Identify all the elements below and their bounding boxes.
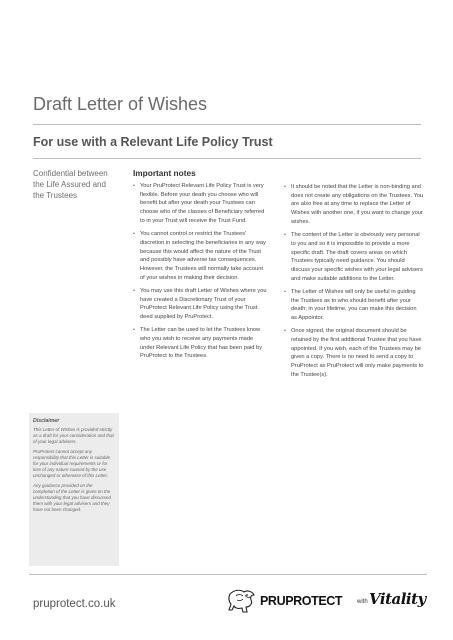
note-item: • You may use this draft Letter of Wishes where you have created a Discretionary Trust of your PruProtect Relevant Life Policy using the Trust deed supplied by PruProtect. xyxy=(133,287,269,322)
footer-divider xyxy=(29,574,427,575)
pruprotect-lion-logo-icon xyxy=(226,588,258,614)
disclaimer-heading: Disclaimer xyxy=(33,418,60,424)
note-item: • You cannot control or restrict the Trustees' discretion in selecting the beneficiaries in any way because this would affect the nature of the Trust and possibly have adverse tax consequences. However, the Trustees will normally take account of your wishes in making their decision. xyxy=(133,230,269,282)
note-item: • Your PruProtect Relevant Life Policy Trust is very flexible. Before your death you choose who will benefit but after your death your Trustees can choose who of the classes of Beneficiary referred to in your Trust will receive the Trust Fund. xyxy=(133,182,269,226)
notes-heading: Important notes xyxy=(133,168,196,178)
notes-column-2 xyxy=(284,183,424,384)
brand-with: with xyxy=(357,599,368,605)
title-divider xyxy=(33,124,421,125)
page-title: Draft Letter of Wishes xyxy=(33,94,208,114)
website-link[interactable]: pruprotect.co.uk xyxy=(33,598,116,610)
note-item: • The content of the Letter is obviously very personal to you and so it is impossible to provide a more specific draft. The draft covers areas on which Trustees typically need guidance. You should discuss your specific wishes with your legal advisers and make suitable additions to the Letter. xyxy=(284,231,424,283)
disclaimer-paragraph: PruProtect cannot accept any responsibility that this Letter is suitable for your individual requirements or for loss of any nature caused by the use unchanged or otherwise of this Letter. xyxy=(33,448,111,479)
disclaimer-box xyxy=(29,413,119,566)
note-item: • It should be noted that the Letter is non-binding and does not create any obligations on the Trustees. You are also free at any time to replace the Letter of Wishes with another one, if you want to change your wishes. xyxy=(284,183,424,227)
subtitle-divider xyxy=(33,158,421,159)
partner-name: Vitality xyxy=(369,590,426,608)
note-item: • The Letter can be used to let the Trustees know who you wish to receive any payments made under Relevant Life Policy that has been paid by PruProtect to the Trustees. xyxy=(133,326,269,361)
confidential-note: Confidential between the Life Assured and the Trustees xyxy=(33,169,108,200)
disclaimer-paragraph: This Letter of Wishes is provided strictly as a draft for your consideration and that of your legal advisers. xyxy=(33,427,114,445)
notes-column-1 xyxy=(133,182,269,366)
disclaimer-paragraph: Any guidance provided on the completion of the Letter is given on the understanding that you have discussed them with your legal advisers and they have not been changed. xyxy=(33,482,112,512)
pruprotect-vitality-logo xyxy=(226,588,430,614)
note-item: • Once signed, the original document should be retained by the first additional Trustee that you have appointed. If you wish, each of the Trustees may be given a copy. There is no need to send a copy to PruProtect as PruProtect will only make payments to the Trustee(s). xyxy=(284,327,424,379)
brand-name: PRUPROTECT xyxy=(260,594,343,608)
note-item: • The Letter of Wishes will only be useful in guiding the Trustees as to who should benefit after your death; in your lifetime, you can make this decision as Appointor. xyxy=(284,288,424,323)
page-subtitle: For use with a Relevant Life Policy Trust xyxy=(33,135,273,149)
